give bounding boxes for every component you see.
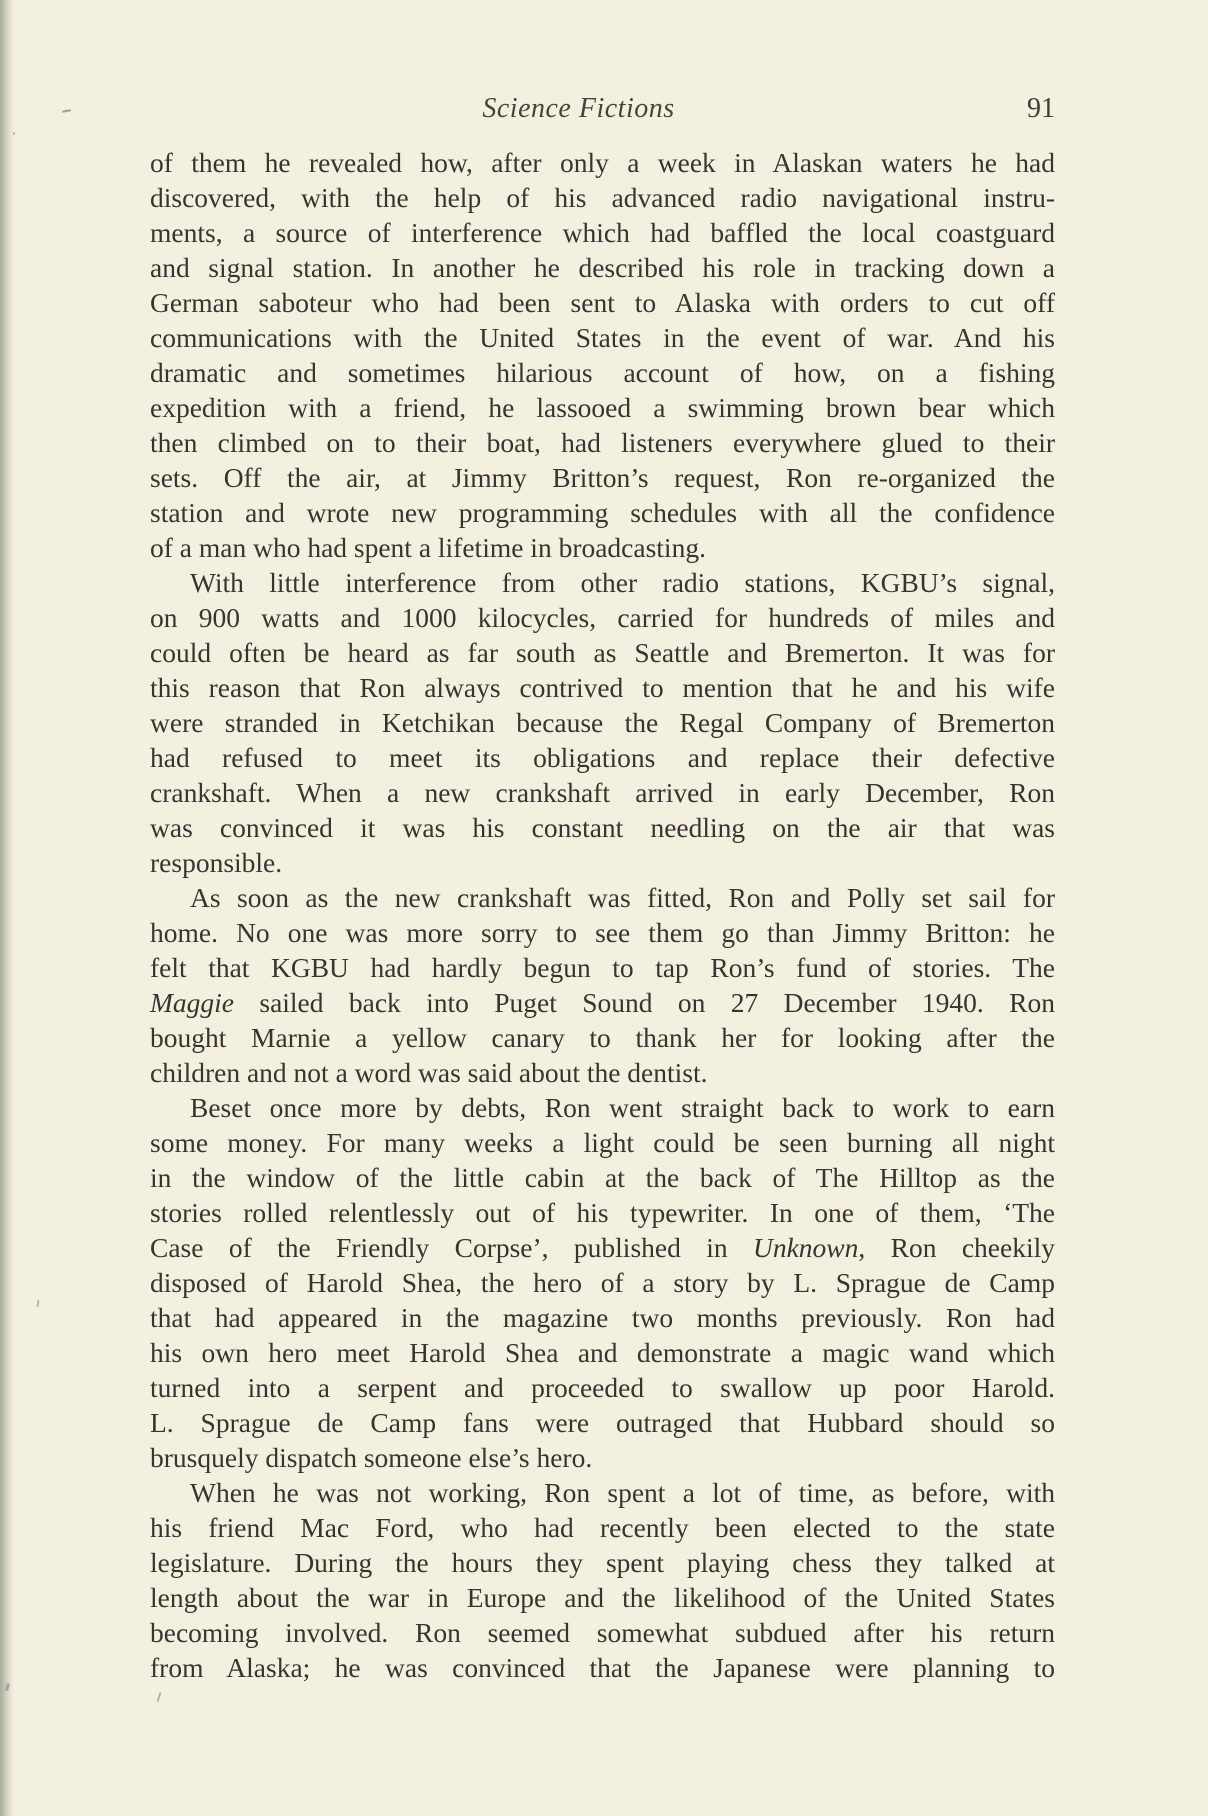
text-segment: communications with the United States in the event of war. And his — [150, 322, 1055, 353]
text-segment: of a man who had spent a lifetime in broadcasting. — [150, 532, 706, 563]
text-line — [150, 985, 1055, 1020]
text-line — [150, 145, 1055, 180]
scan-speck — [36, 1300, 39, 1307]
text-segment: legislature. During the hours they spent playing chess they talked at — [150, 1547, 1055, 1578]
text-line — [150, 495, 1055, 530]
text-segment: ments, a source of interference which had baffled the local coastguard — [150, 217, 1055, 248]
page-number: 91 — [1027, 93, 1055, 124]
text-line — [150, 250, 1055, 285]
text-line — [150, 1405, 1055, 1440]
text-segment: When he was not working, Ron spent a lot of time, as before, with — [190, 1477, 1055, 1508]
text-line — [150, 530, 1055, 565]
text-segment: length about the war in Europe and the likelihood of the United States — [150, 1582, 1055, 1613]
text-line — [150, 810, 1055, 845]
text-segment: on 900 watts and 1000 kilocycles, carried for hundreds of miles and — [150, 602, 1055, 633]
text-line — [150, 1475, 1055, 1510]
text-segment: was convinced it was his constant needling on the air that was — [150, 812, 1055, 843]
text-line — [150, 1650, 1055, 1685]
text-line — [150, 180, 1055, 215]
text-segment: discovered, with the help of his advanced radio navigational instru- — [150, 182, 1055, 213]
text-line — [150, 915, 1055, 950]
text-segment: then climbed on to their boat, had listeners everywhere glued to their — [150, 427, 1055, 458]
scan-speck — [13, 132, 15, 135]
text-segment: and signal station. In another he described his role in tracking down a — [150, 252, 1055, 283]
text-segment: his friend Mac Ford, who had recently been elected to the state — [150, 1512, 1055, 1543]
text-segment: in the window of the little cabin at the back of The Hilltop as the — [150, 1162, 1055, 1193]
text-line — [150, 1615, 1055, 1650]
text-line — [150, 1160, 1055, 1195]
text-segment: Beset once more by debts, Ron went straight back to work to earn — [190, 1092, 1055, 1123]
text-segment: that had appeared in the magazine two months previously. Ron had — [150, 1302, 1055, 1333]
scan-gutter-edge — [0, 0, 14, 1816]
text-segment: Case of the Friendly Corpse’, published in — [150, 1232, 753, 1263]
text-line — [150, 1440, 1055, 1475]
text-line — [150, 1125, 1055, 1160]
text-line — [150, 215, 1055, 250]
text-line — [150, 1510, 1055, 1545]
text-line — [150, 460, 1055, 495]
text-segment: were stranded in Ketchikan because the Regal Company of Bremerton — [150, 707, 1055, 738]
text-segment: sailed back into Puget Sound on 27 December 1940. Ron — [234, 987, 1055, 1018]
text-segment: had refused to meet its obligations and replace their defective — [150, 742, 1055, 773]
text-segment: children and not a word was said about the dentist. — [150, 1057, 708, 1088]
text-segment: becoming involved. Ron seemed somewhat subdued after his return — [150, 1617, 1055, 1648]
text-segment: German saboteur who had been sent to Alaska with orders to cut off — [150, 287, 1055, 318]
text-segment: of them he revealed how, after only a week in Alaskan waters he had — [150, 147, 1055, 178]
text-line — [150, 1195, 1055, 1230]
italic-text-segment: Unknown — [752, 1232, 859, 1263]
text-line — [150, 1580, 1055, 1615]
text-segment: this reason that Ron always contrived to mention that he and his wife — [150, 672, 1055, 703]
text-segment: bought Marnie a yellow canary to thank her for looking after the — [150, 1022, 1055, 1053]
text-line — [150, 740, 1055, 775]
text-segment: station and wrote new programming schedules with all the confidence — [150, 497, 1055, 528]
scan-speck — [157, 1692, 162, 1702]
text-line — [150, 1300, 1055, 1335]
page-header — [150, 93, 1055, 127]
text-segment: felt that KGBU had hardly begun to tap Ron’s fund of stories. The — [150, 952, 1055, 983]
text-line — [150, 635, 1055, 670]
text-segment: , Ron cheekily — [858, 1232, 1056, 1263]
text-segment: With little interference from other radio stations, KGBU’s signal, — [190, 567, 1055, 598]
text-segment: stories rolled relentlessly out of his typewriter. In one of them, ‘The — [150, 1197, 1055, 1228]
text-segment: sets. Off the air, at Jimmy Britton’s request, Ron re-organized the — [150, 462, 1055, 493]
text-line — [150, 390, 1055, 425]
text-line — [150, 355, 1055, 390]
text-line — [150, 320, 1055, 355]
text-line — [150, 1545, 1055, 1580]
text-segment: expedition with a friend, he lassooed a swimming brown bear which — [150, 392, 1055, 423]
page-body — [150, 145, 1055, 1685]
text-segment: from Alaska; he was convinced that the Japanese were planning to — [150, 1652, 1055, 1683]
text-line — [150, 705, 1055, 740]
text-segment: L. Sprague de Camp fans were outraged that Hubbard should so — [150, 1407, 1055, 1438]
text-segment: turned into a serpent and proceeded to swallow up poor Harold. — [150, 1372, 1055, 1403]
text-segment: could often be heard as far south as Seattle and Bremerton. It was for — [150, 637, 1055, 668]
text-segment: some money. For many weeks a light could be seen burning all night — [150, 1127, 1055, 1158]
text-line — [150, 950, 1055, 985]
text-line — [150, 1370, 1055, 1405]
text-line — [150, 285, 1055, 320]
text-line — [150, 1265, 1055, 1300]
text-line — [150, 565, 1055, 600]
text-line — [150, 1090, 1055, 1125]
text-segment: his own hero meet Harold Shea and demonstrate a magic wand which — [150, 1337, 1055, 1368]
text-segment: brusquely dispatch someone else’s hero. — [150, 1442, 593, 1473]
text-line — [150, 600, 1055, 635]
text-line — [150, 775, 1055, 810]
running-title: Science Fictions — [482, 93, 675, 124]
text-line — [150, 1230, 1055, 1265]
text-line — [150, 670, 1055, 705]
text-segment: responsible. — [150, 847, 283, 878]
text-line — [150, 425, 1055, 460]
text-segment: disposed of Harold Shea, the hero of a story by L. Sprague de Camp — [150, 1267, 1055, 1298]
scan-speck — [62, 109, 71, 113]
text-segment: crankshaft. When a new crankshaft arrived in early December, Ron — [150, 777, 1055, 808]
text-segment: home. No one was more sorry to see them go than Jimmy Britton: he — [150, 917, 1055, 948]
text-line — [150, 845, 1055, 880]
text-line — [150, 880, 1055, 915]
text-line — [150, 1055, 1055, 1090]
text-line — [150, 1335, 1055, 1370]
italic-text-segment: Maggie — [150, 987, 235, 1018]
text-line — [150, 1020, 1055, 1055]
text-segment: dramatic and sometimes hilarious account of how, on a fishing — [150, 357, 1055, 388]
text-segment: As soon as the new crankshaft was fitted, Ron and Polly set sail for — [190, 882, 1055, 913]
